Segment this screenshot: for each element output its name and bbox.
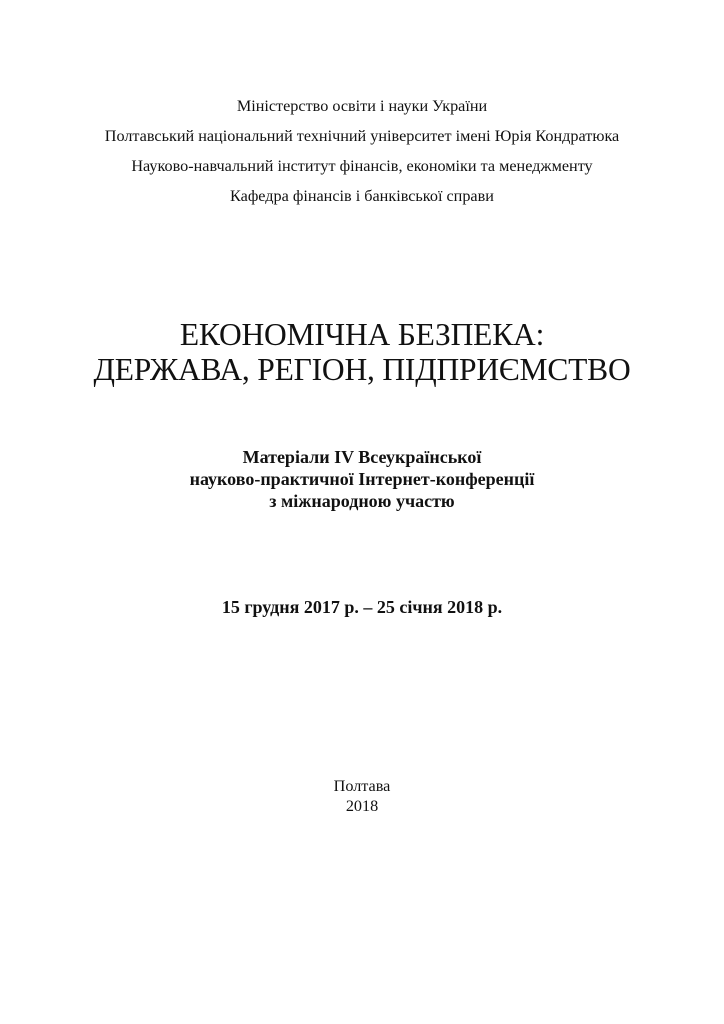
subtitle-line-1: Матеріали IV Всеукраїнської: [242, 447, 482, 467]
university-line: Полтавський національний технічний університет імені Юрія Кондратюка: [104, 127, 620, 145]
institute-line: Науково-навчальний інститут фінансів, економіки та менеджменту: [131, 157, 593, 175]
ministry-line: Міністерство освіти і науки України: [236, 97, 488, 115]
document-title-line-1: ЕКОНОМІЧНА БЕЗПЕКА:: [179, 317, 545, 352]
subtitle-line-2: науково-практичної Інтернет-конференції: [189, 469, 535, 489]
department-line: Кафедра фінансів і банківської справи: [230, 187, 494, 205]
imprint-city: Полтава: [333, 777, 391, 795]
conference-dates: 15 грудня 2017 р. – 25 січня 2018 р.: [221, 597, 503, 617]
imprint-year: 2018: [345, 797, 379, 815]
subtitle-line-3: з міжнародною участю: [269, 491, 455, 511]
document-title-line-2: ДЕРЖАВА, РЕГІОН, ПІДПРИЄМСТВО: [93, 352, 631, 387]
